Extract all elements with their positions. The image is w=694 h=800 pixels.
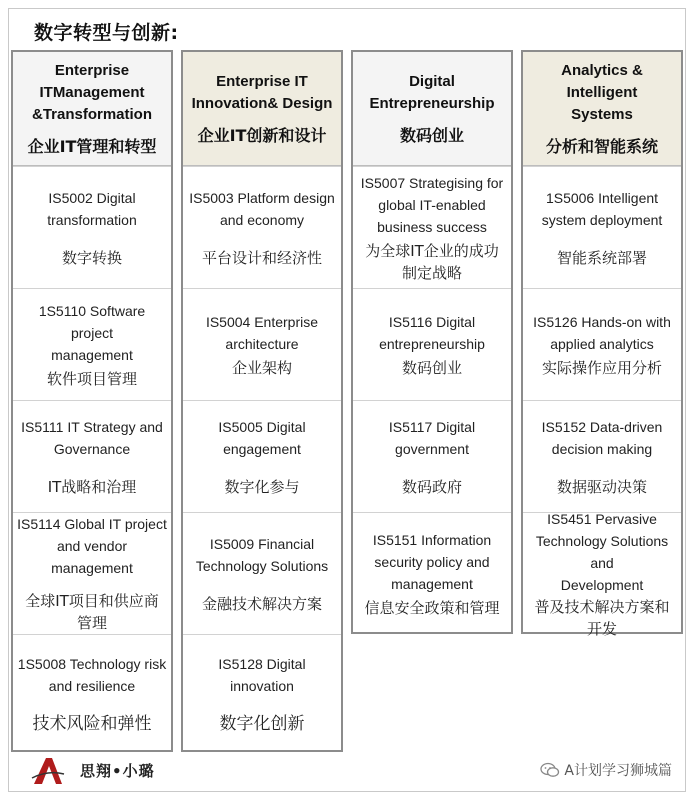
course-cell xyxy=(183,512,341,634)
course-name-en: and economy xyxy=(219,211,305,228)
column-header-en: ITManagement xyxy=(39,83,145,101)
column-header-cn: 数码创业 xyxy=(399,125,464,145)
course-name-en: IS5007 Strategising for xyxy=(360,174,504,191)
course-name-en: IS5009 Financial xyxy=(209,535,315,552)
course-cell xyxy=(13,634,171,752)
footer-brand: 思翔•小璐 xyxy=(80,762,155,780)
program-column-2 xyxy=(181,50,343,752)
course-cell xyxy=(13,512,171,634)
course-name-cn: 平台设计和经济性 xyxy=(201,248,322,267)
column-header-cn: 企业IT管理和转型 xyxy=(27,136,157,156)
page-title: 数字转型与创新: xyxy=(34,22,179,44)
course-name-cn: 数码政府 xyxy=(401,477,462,496)
course-name-en: and resilience xyxy=(48,677,136,694)
course-name-en: management xyxy=(51,346,133,363)
column-header-en: Entrepreneurship xyxy=(369,94,495,112)
course-cell xyxy=(183,166,341,288)
course-name-en: IS5002 Digital xyxy=(48,189,136,206)
program-column-4 xyxy=(521,50,683,638)
course-name-en: global IT-enabled xyxy=(378,196,486,213)
course-cell xyxy=(183,400,341,512)
column-header xyxy=(523,52,681,166)
course-name-en: engagement xyxy=(223,440,301,457)
course-name-en: IS5003 Platform design xyxy=(189,189,335,206)
course-name-en: 1S5110 Software project xyxy=(38,302,146,341)
course-name-en: applied analytics xyxy=(550,335,654,352)
course-name-en: IS5116 Digital xyxy=(388,313,476,330)
course-name-en: business success xyxy=(377,218,487,235)
course-cell xyxy=(13,166,171,288)
course-name-cn: 普及技术解决方案和 xyxy=(534,597,670,616)
wechat-icon xyxy=(540,762,560,778)
course-name-en: IS5111 IT Strategy and xyxy=(21,418,163,435)
course-cell xyxy=(353,512,511,634)
course-name-cn: 智能系统部署 xyxy=(556,248,647,267)
column-header xyxy=(13,52,171,166)
course-cell xyxy=(13,400,171,512)
course-name-en: IS5117 Digital xyxy=(388,418,476,435)
course-cell xyxy=(353,400,511,512)
course-name-en: Development xyxy=(560,576,644,593)
column-header-en: Enterprise xyxy=(54,61,130,79)
course-name-cn: 开发 xyxy=(586,619,617,638)
course-name-cn: 数码创业 xyxy=(401,358,462,377)
footer-wechat-account xyxy=(540,760,672,780)
course-cell xyxy=(183,634,341,752)
course-name-en: transformation xyxy=(47,211,137,228)
course-name-en: IS5152 Data-driven xyxy=(541,418,663,435)
course-name-en: entrepreneurship xyxy=(379,335,485,352)
program-column-1 xyxy=(11,50,173,752)
course-name-en: IS5005 Digital xyxy=(218,418,306,435)
column-header-cn: 分析和智能系统 xyxy=(545,136,658,156)
course-name-en: Technology Solutions xyxy=(195,557,329,574)
course-name-en: system deployment xyxy=(541,211,663,228)
course-name-cn: 全球IT项目和供应商 xyxy=(25,592,159,610)
course-name-cn: 管理 xyxy=(76,614,107,632)
course-name-en: Governance xyxy=(53,440,131,457)
course-name-en: management xyxy=(391,575,473,592)
course-cell xyxy=(523,400,681,512)
course-name-en: Technology Solutions and xyxy=(535,532,669,571)
column-header-en: Innovation& Design xyxy=(191,94,333,112)
course-name-en: security policy and xyxy=(374,553,490,570)
course-name-en: IS5114 Global IT project xyxy=(17,516,167,532)
course-name-cn: 数据驱动决策 xyxy=(556,477,647,496)
logo-icon xyxy=(30,756,66,786)
column-header-en: Systems xyxy=(571,105,633,123)
course-cell xyxy=(523,288,681,400)
course-name-en: government xyxy=(395,440,469,457)
column-header xyxy=(353,52,511,166)
course-cell xyxy=(353,288,511,400)
course-name-cn: 金融技术解决方案 xyxy=(201,594,322,613)
course-name-cn: 技术风险和弹性 xyxy=(32,713,152,734)
course-name-en: 1S5008 Technology risk xyxy=(17,655,167,672)
course-name-cn: 软件项目管理 xyxy=(46,369,137,388)
column-header-en: Digital xyxy=(409,72,455,90)
column-header-en: &Transformation xyxy=(31,105,152,123)
course-name-en: IS5451 Pervasive xyxy=(547,510,657,527)
course-name-cn: 数字化参与 xyxy=(224,477,300,496)
program-column-3 xyxy=(351,50,513,634)
column-header-en: Analytics & Intelligent xyxy=(561,61,643,101)
course-cell xyxy=(353,166,511,288)
wechat-account-name: A计划学习狮城篇 xyxy=(564,763,672,779)
course-cell xyxy=(523,166,681,288)
course-cell xyxy=(523,510,681,638)
course-name-cn: 为全球IT企业的成功 xyxy=(365,241,499,260)
course-cell xyxy=(183,288,341,400)
course-name-en: IS5004 Enterprise xyxy=(205,313,319,330)
course-name-cn: 数字转换 xyxy=(61,248,122,267)
course-name-en: architecture xyxy=(225,335,299,352)
course-name-en: and vendor management xyxy=(51,538,133,576)
course-name-cn: 制定战略 xyxy=(401,263,462,282)
course-name-cn: 实际操作应用分析 xyxy=(541,358,662,377)
course-name-cn: 企业架构 xyxy=(231,358,292,377)
column-header xyxy=(183,52,341,166)
course-name-cn: 信息安全政策和管理 xyxy=(364,598,500,617)
column-header-en: Enterprise IT xyxy=(216,72,308,90)
course-name-en: 1S5006 Intelligent xyxy=(545,189,659,206)
column-header-cn: 企业IT创新和设计 xyxy=(197,125,327,145)
course-name-en: IS5126 Hands-on with xyxy=(533,313,671,330)
course-name-en: IS5128 Digital innovation xyxy=(218,655,306,694)
course-name-cn: 数字化创新 xyxy=(219,713,305,734)
course-name-en: decision making xyxy=(551,440,653,457)
course-name-cn: IT战略和治理 xyxy=(47,477,137,496)
course-cell xyxy=(13,288,171,400)
course-name-en: IS5151 Information xyxy=(372,531,492,548)
